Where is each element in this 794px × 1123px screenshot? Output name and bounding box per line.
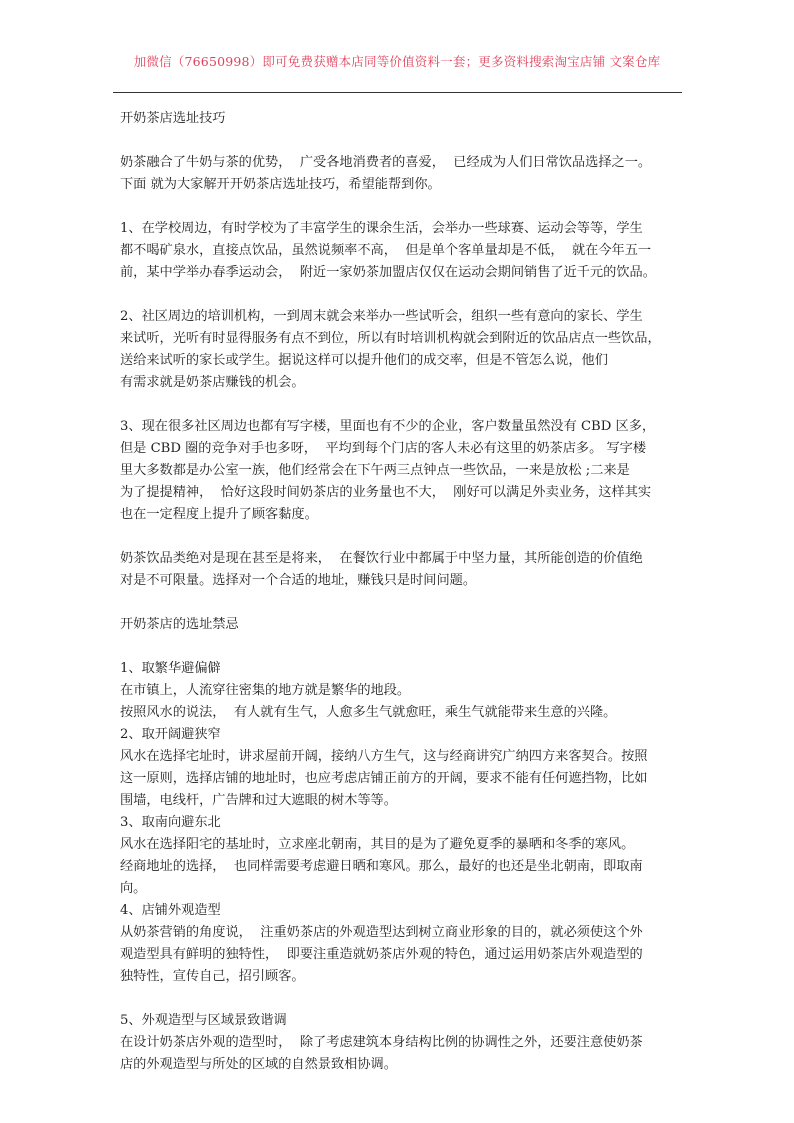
tip-3 xyxy=(120,416,680,526)
section2-title: 开奶茶店的选址禁忌 xyxy=(120,617,239,632)
header-divider xyxy=(113,92,682,93)
tip-2 xyxy=(120,306,680,394)
tip-line: 3、现在很多社区周边也都有写字楼，里面也有不少的企业，客户数量虽然没有 CBD 区多， xyxy=(120,419,656,434)
taboo-line: 从奶茶营销的角度说， 注重奶茶店的外观造型达到树立商业形象的目的，就必须使这个外 xyxy=(120,925,643,940)
taboo-heading: 5、外观造型与区域景致谐调 xyxy=(120,1013,287,1028)
taboo-line: 围墙，电线杆，广告牌和过大遮眼的树木等等。 xyxy=(120,793,397,808)
tip-line: 里大多数都是办公室一族，他们经常会在下午两三点钟点一些饮品，一来是放松 ;二来是 xyxy=(120,463,630,478)
tip-line: 前，某中学举办春季运动会， 附近一家奶茶加盟店仅仅在运动会期间销售了近千元的饮品。 xyxy=(120,265,656,280)
taboo-4 xyxy=(120,900,680,988)
intro-line: 奶茶融合了牛奶与茶的优势， 广受各地消费者的喜爱， 已经成为人们日常饮品选择之一。 xyxy=(120,155,652,170)
taboo-line: 在市镇上，人流穿往密集的地方就是繁华的地段。 xyxy=(120,683,411,698)
tip-line: 2、社区周边的培训机构，一到周末就会来举办一些试听会，组织一些有意向的家长、学生 xyxy=(120,309,643,324)
taboo-line: 店的外观造型与所处的区域的自然景致相协调。 xyxy=(120,1057,397,1072)
taboo-line: 向。 xyxy=(120,881,147,896)
taboo-line: 在设计奶茶店外观的造型时， 除了考虑建筑本身结构比例的协调性之外，还要注意使奶茶 xyxy=(120,1035,643,1050)
taboo-line: 按照风水的说法， 有人就有生气，人愈多生气就愈旺，乘生气就能带来生意的兴隆。 xyxy=(120,705,617,720)
taboo-heading: 3、取南向避东北 xyxy=(120,815,221,830)
tip-1 xyxy=(120,218,680,284)
taboo-3 xyxy=(120,812,680,900)
taboo-line: 风水在选择宅址时，讲求屋前开阔，接纳八方生气，这与经商讲究广纳四方来客契合。按照 xyxy=(120,749,648,764)
taboo-heading: 4、店铺外观造型 xyxy=(120,903,221,918)
taboo-heading: 1、取繁华避偏僻 xyxy=(120,661,221,676)
conclusion-line: 对是不可限量。选择对一个合适的地址，赚钱只是时间问题。 xyxy=(120,573,477,588)
tip-line: 有需求就是奶茶店赚钱的机会。 xyxy=(120,375,305,390)
taboo-heading: 2、取开阔避狭窄 xyxy=(120,727,221,742)
taboo-line: 观造型具有鲜明的独特性， 即要注重造就奶茶店外观的特色，通过运用奶茶店外观造型的 xyxy=(120,947,643,962)
document-body xyxy=(120,108,680,1076)
taboo-line: 经商地址的选择， 也同样需要考虑避日晒和寒风。那么，最好的也还是坐北朝南，即取南 xyxy=(120,859,643,874)
tip-line: 送给来试听的家长或学生。据说这样可以提升他们的成交率，但是不管怎么说，他们 xyxy=(120,353,608,368)
tip-line: 也在一定程度上提升了顾客黏度。 xyxy=(120,507,318,522)
document-title: 开奶茶店选址技巧 xyxy=(120,111,226,126)
tip-line: 1、在学校周边，有时学校为了丰富学生的课余生活，会举办一些球赛、运动会等等，学生 xyxy=(120,221,643,236)
tip-line: 来试听，光听有时显得服务有点不到位，所以有时培训机构就会到附近的饮品店点一些饮品， xyxy=(120,331,661,346)
taboo-1 xyxy=(120,658,680,724)
tip-line: 都不喝矿泉水，直接点饮品，虽然说频率不高， 但是单个客单量却是不低， 就在今年五一 xyxy=(120,243,652,258)
tip-line: 但是 CBD 圈的竞争对手也多呀， 平均到每个门店的客人未必有这里的奶茶店多。 写字楼 xyxy=(120,441,647,456)
taboo-5 xyxy=(120,1010,680,1076)
taboo-2 xyxy=(120,724,680,812)
taboo-line: 独特性，宣传自己，招引顾客。 xyxy=(120,969,305,984)
promo-header: 加微信（76650998）即可免费获赠本店同等价值资料一套；更多资料搜索淘宝店铺 文案仓库 xyxy=(133,54,661,69)
taboo-line: 这一原则，选择店铺的地址时，也应考虑店铺正前方的开阔，要求不能有任何遮挡物，比如 xyxy=(120,771,648,786)
tip-line: 为了提提精神， 恰好这段时间奶茶店的业务量也不大， 刚好可以满足外卖业务，这样其实 xyxy=(120,485,652,500)
conclusion-line: 奶茶饮品类绝对是现在甚至是将来， 在餐饮行业中都属于中坚力量，其所能创造的价值绝 xyxy=(120,551,643,566)
intro-line: 下面 就为大家解开开奶茶店选址技巧，希望能帮到你。 xyxy=(120,177,441,192)
taboo-line: 风水在选择阳宅的基址时，立求座北朝南，其目的是为了避免夏季的暴晒和冬季的寒风。 xyxy=(120,837,635,852)
